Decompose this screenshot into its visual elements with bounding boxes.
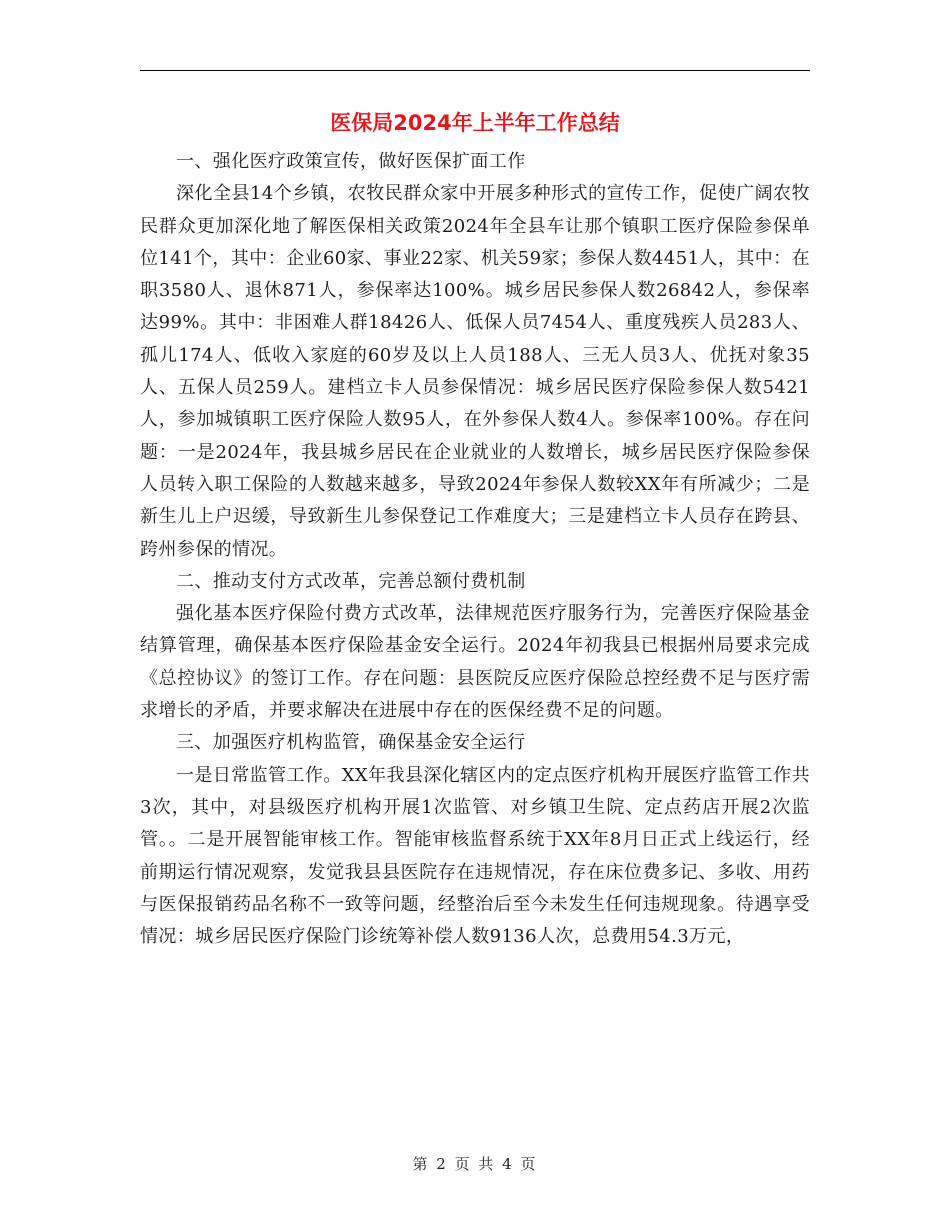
section-heading-2: 二、推动支付方式改革，完善总额付费机制 [176,570,526,592]
header-rule [140,70,810,71]
section-heading-1: 一、强化医疗政策宣传，做好医保扩面工作 [176,151,526,172]
section-heading-3: 三、加强医疗机构监管，确保基金安全运行 [176,732,526,754]
page-number-footer: 第 2 页 共 4 页 [412,1155,538,1173]
document-body [140,146,810,953]
document-title: 医保局2024年上半年工作总结 [330,111,620,135]
body-paragraph-2: 强化基本医疗保险付费方式改革，法律规范医疗服务行为，完善医疗保险基金结算管理，确保基本医疗保险基金安全运行。2024年初我县已根据州局要求完成《总控协议》的签订工作。存在问题：县医院反应医疗保险总控经费不足与医疗需求增长的矛盾，并要求解决在进展中存在的医保经费不足的问题。 [140,603,810,722]
body-paragraph-1: 深化全县14个乡镇，农牧民群众家中开展多种形式的宣传工作，促使广阔农牧民群众更加深化地了解医保相关政策2024年全县车让那个镇职工医疗保险参保单位141个，其中：企业60家、事业22家、机关59家；参保人数4451人，其中：在职3580人、退休871人，参保率达100%。城乡居民参保人数26842人，参保率达99%。其中：非困难人群18426人、低保人员7454人、重度残疾人员283人、孤儿174人、低收入家庭的60岁及以上人员188人、三无人员3人、优抚对象35人、五保人员259人。建档立卡人员参保情况：城乡居民医疗保险参保人数5421人，参加城镇职工医疗保险人数95人，在外参保人数4人。参保率100%。存在问题：一是2024年，我县城乡居民在企业就业的人数增长，城乡居民医疗保险参保人员转入职工保险的人数越来越多，导致2024年参保人数较XX年有所减少；二是新生儿上户迟缓，导致新生儿参保登记工作难度大；三是建档立卡人员存在跨县、跨州参保的情况。 [140,183,810,560]
body-paragraph-3: 一是日常监管工作。XX年我县深化辖区内的定点医疗机构开展医疗监管工作共3次，其中，对县级医疗机构开展1次监管、对乡镇卫生院、定点药店开展2次监管。。二是开展智能审核工作。智能审核监督系统于XX年8月日正式上线运行，经前期运行情况观察，发觉我县县医院存在违规情况，存在床位费多记、多收、用药与医保报销药品名称不一致等问题，经整治后至今未发生任何违规现象。待遇享受情况：城乡居民医疗保险门诊统筹补偿人数9136人次，总费用54.3万元， [140,764,810,948]
